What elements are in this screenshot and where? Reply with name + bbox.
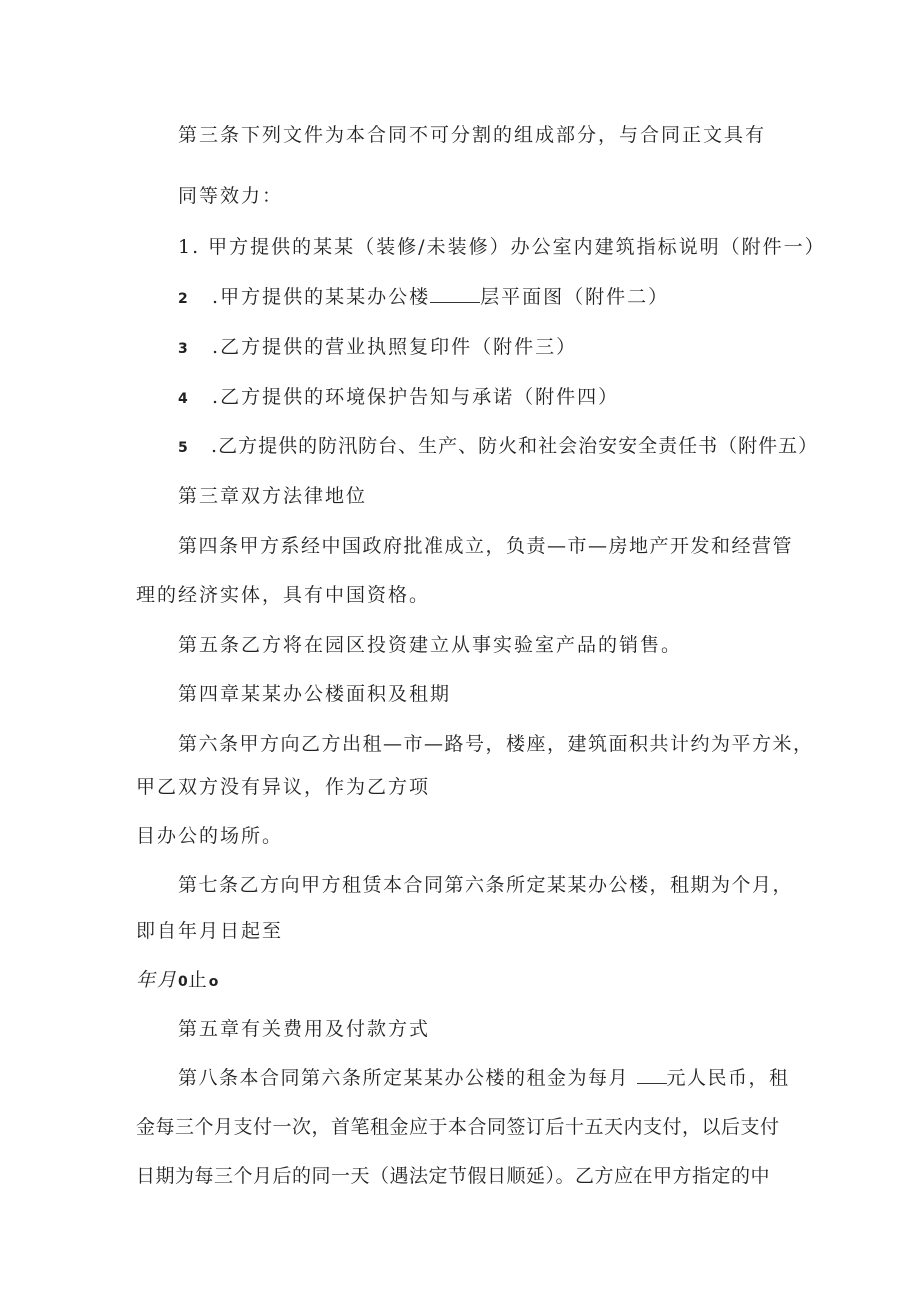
article8-line1-prefix: 第八条本合同第六条所定某某办公楼的租金为每月 (178, 1067, 637, 1089)
attachment-1: 1. 甲方提供的某某（装修/未装修）办公室内建筑指标说明（附件一） (178, 236, 826, 258)
attachment-4 (178, 383, 619, 413)
attachment-5 (178, 432, 818, 462)
article6-line3: 目办公的场所。 (136, 825, 284, 847)
article7-line2: 即自年月日起至 (136, 920, 284, 942)
article7-line3-period: o (208, 974, 219, 990)
article8-line3: 日期为每三个月后的同一天（遇法定节假日顺延）。乙方应在甲方指定的中 (136, 1165, 771, 1187)
article6-line1: 第六条甲方向乙方出租—市—路号，楼座，建筑面积共计约为平方米， (178, 733, 814, 755)
article7-line3 (136, 966, 218, 996)
article7-line3-end: 止 (187, 969, 209, 991)
attachment-5-number: 5 (178, 440, 188, 456)
article8-line2: 金每三个月支付一次，首笔租金应于本合同签订后十五天内支付，以后支付 (136, 1116, 780, 1138)
article3-line1: 第三条下列文件为本合同不可分割的组成部分，与合同正文具有 (178, 124, 767, 146)
article7-line3-year-month: 年月 (136, 969, 179, 991)
attachment-4-number: 4 (178, 391, 188, 407)
attachment-2-suffix: 层平面图（附件二） (480, 286, 670, 308)
floor-blank (430, 286, 480, 303)
attachment-4-text: .乙方提供的环境保护告知与承诺（附件四） (204, 386, 620, 408)
article3-line2: 同等效力： (178, 185, 284, 207)
article4-line1: 第四条甲方系经中国政府批准成立，负责—市—房地产开发和经营管 (178, 535, 794, 557)
article4-line2: 理的经济实体，具有中国资格。 (136, 584, 431, 606)
article7-line3-zero: 0 (178, 974, 188, 990)
rent-amount-blank (637, 1067, 667, 1084)
attachment-2 (178, 283, 669, 313)
attachment-5-text: .乙方提供的防汛防台、生产、防火和社会治安安全责任书（附件五） (204, 435, 819, 457)
attachment-2-prefix: .甲方提供的某某办公楼 (204, 286, 431, 308)
attachment-2-number: 2 (178, 291, 188, 307)
attachment-3-text: .乙方提供的营业执照复印件（附件三） (204, 336, 578, 358)
article6-line2: 甲乙双方没有异议，作为乙方项 (136, 776, 431, 798)
chapter-5-heading: 第五章有关费用及付款方式 (178, 1018, 431, 1040)
attachment-3-number: 3 (178, 341, 188, 357)
article5: 第五条乙方将在园区投资建立从事实验室产品的销售。 (178, 634, 683, 656)
chapter-3-heading: 第三章双方法律地位 (178, 485, 368, 507)
article8-line1-suffix: 元人民币，租 (666, 1067, 790, 1089)
article7-line1: 第七条乙方向甲方租赁本合同第六条所定某某办公楼，租期为个月， (178, 874, 794, 896)
chapter-4-heading: 第四章某某办公楼面积及租期 (178, 683, 452, 705)
attachment-3 (178, 333, 577, 363)
article8-line1 (178, 1064, 790, 1092)
